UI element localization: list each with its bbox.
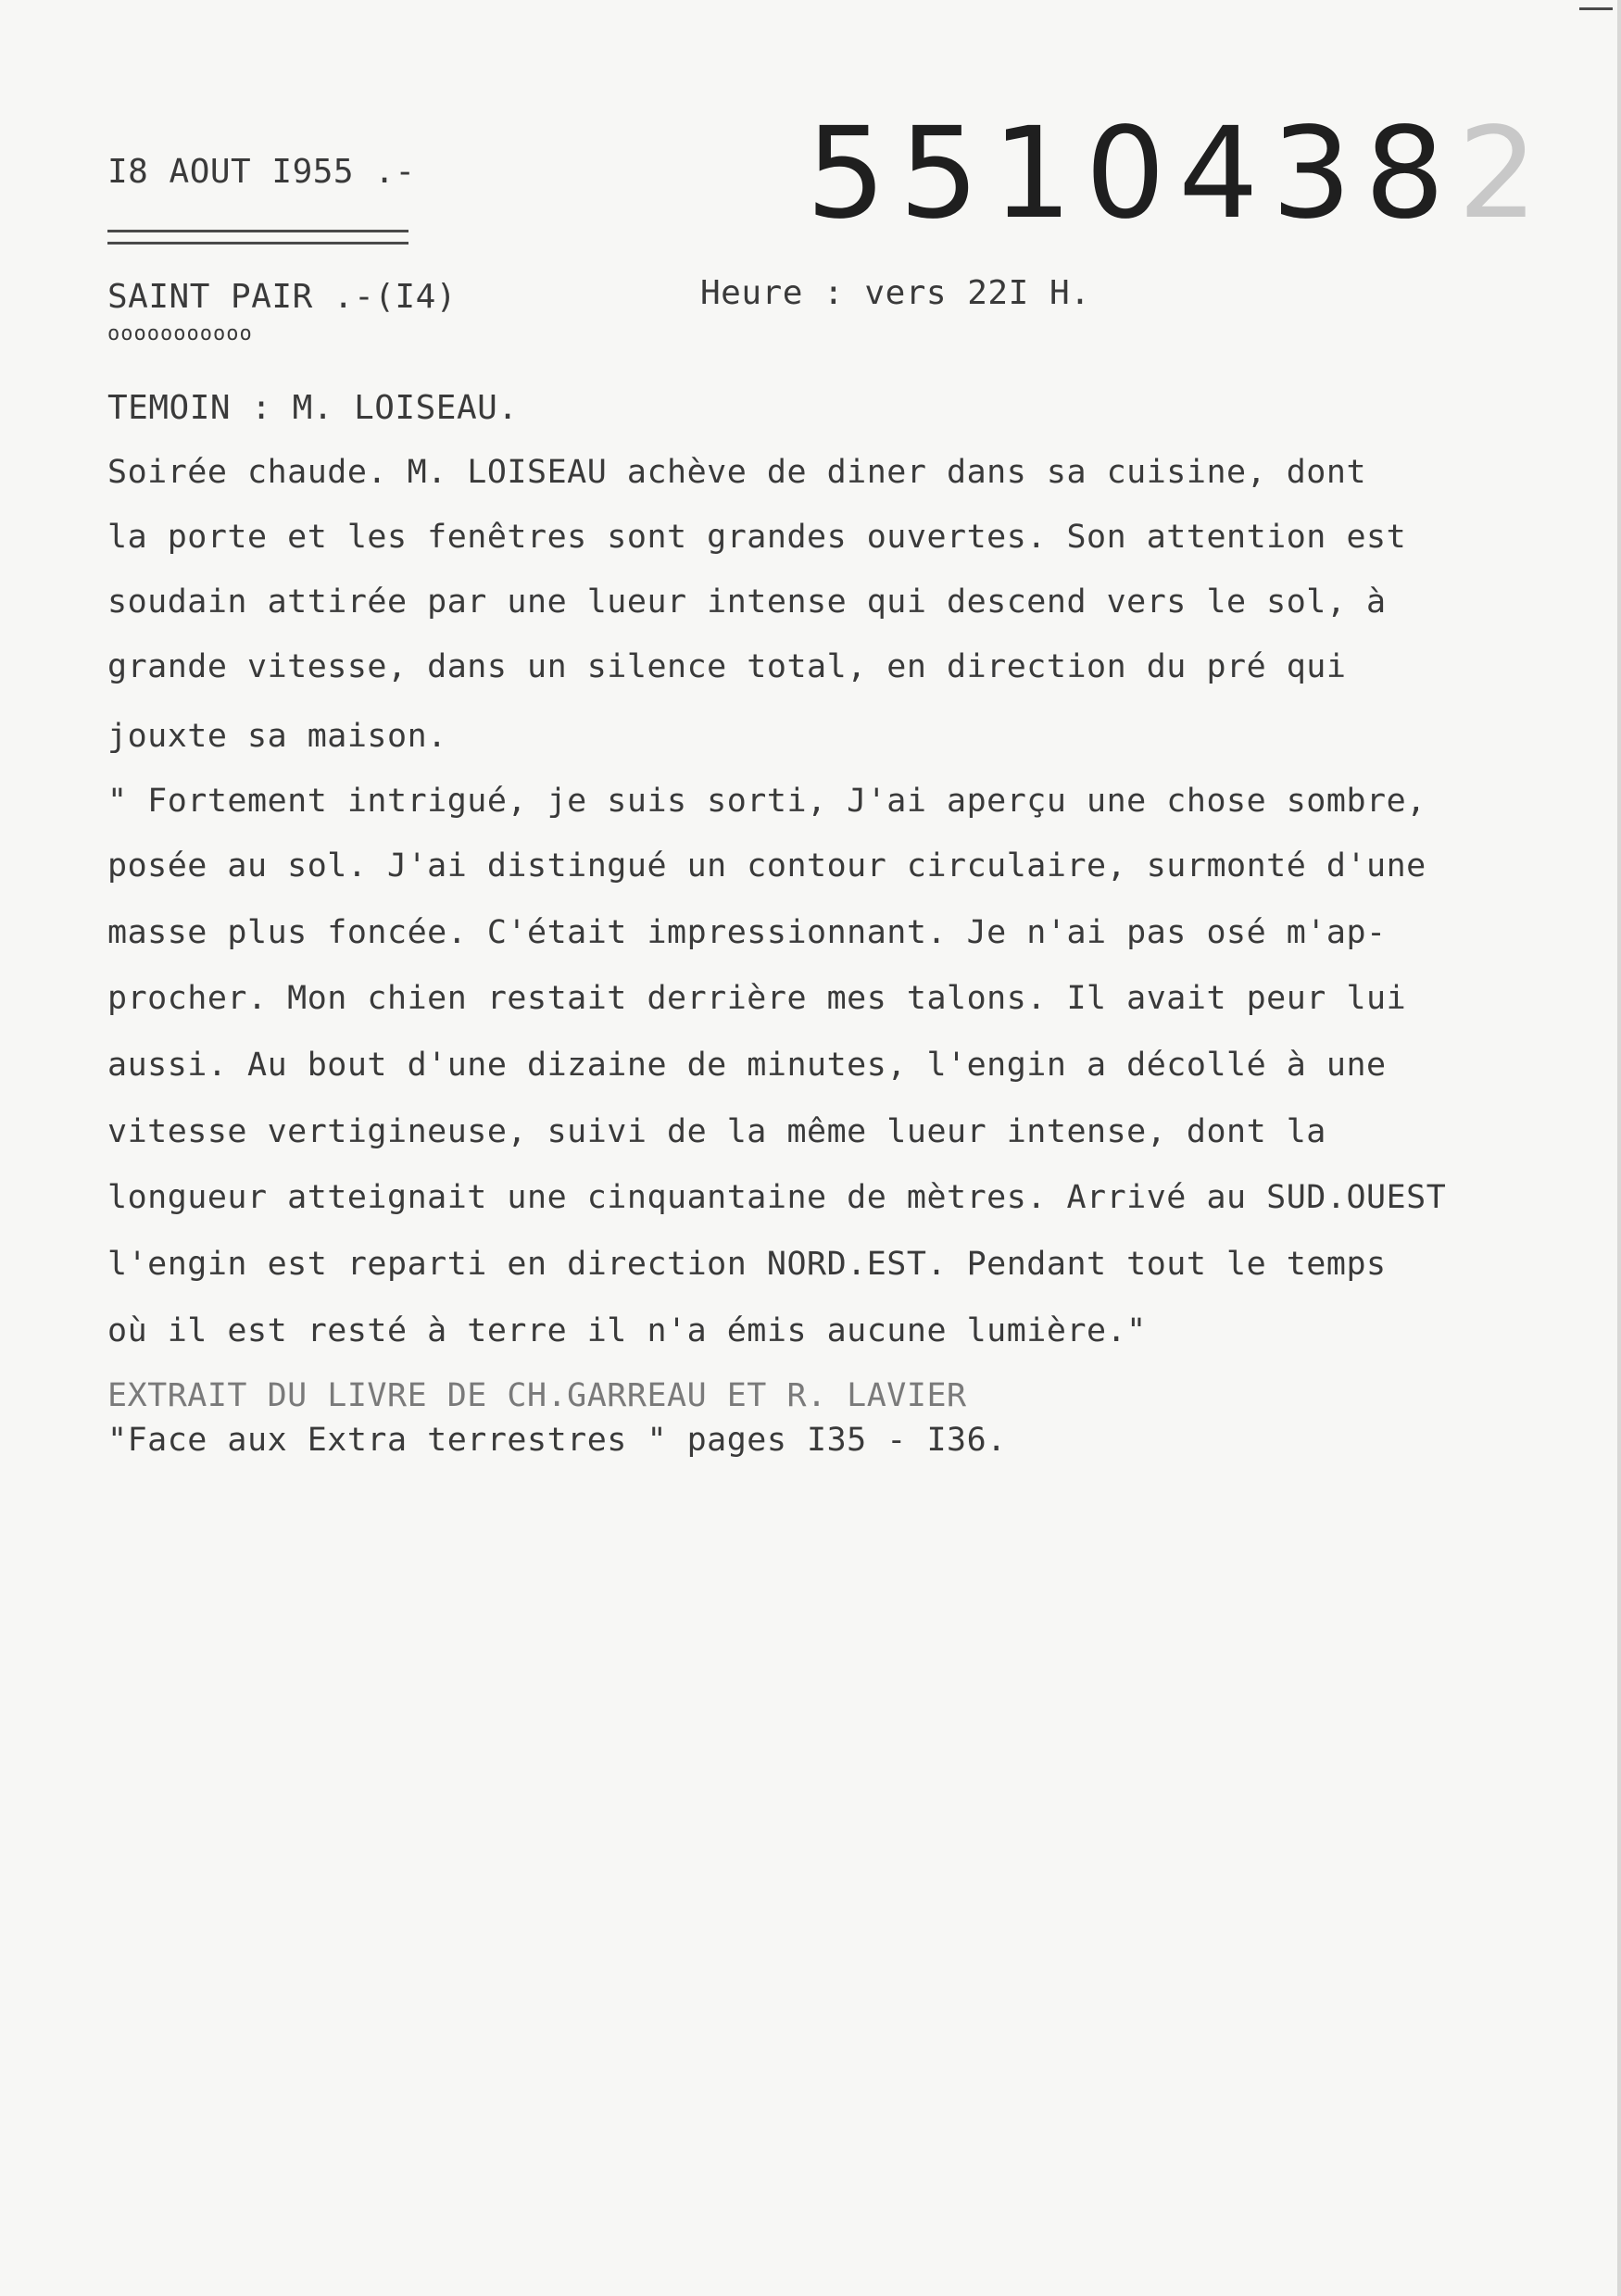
body-line: l'engin est reparti en direction NORD.EST. Pendant tout le temps bbox=[107, 1246, 1387, 1283]
source-citation: EXTRAIT DU LIVRE DE CH.GARREAU ET R. LAVIER bbox=[107, 1377, 967, 1414]
body-line: aussi. Au bout d'une dizaine de minutes, l'engin a décollé à une bbox=[107, 1047, 1387, 1084]
body-line: la porte et les fenêtres sont grandes ouvertes. Son attention est bbox=[107, 519, 1407, 556]
report-date: I8 AOUT I955 .- bbox=[107, 153, 416, 191]
book-reference: "Face aux Extra terrestres " pages I35 - I36. bbox=[107, 1422, 1007, 1459]
body-line: procher. Mon chien restait derrière mes talons. Il avait peur lui bbox=[107, 980, 1407, 1017]
location: SAINT PAIR .-(I4) bbox=[107, 278, 457, 316]
location-underline-dots: ooooooooooo bbox=[107, 322, 253, 345]
body-line: soudain attirée par une lueur intense qui descend vers le sol, à bbox=[107, 583, 1387, 621]
body-line: vitesse vertigineuse, suivi de la même lueur intense, dont la bbox=[107, 1113, 1326, 1150]
reference-number-stamp bbox=[806, 101, 1552, 247]
body-line: posée au sol. J'ai distingué un contour circulaire, surmonté d'une bbox=[107, 847, 1426, 885]
reference-number-main: 5510438 bbox=[806, 101, 1458, 247]
body-line: longueur atteignait une cinquantaine de mètres. Arrivé au SUD.OUEST bbox=[107, 1179, 1447, 1216]
body-line: Soirée chaude. M. LOISEAU achève de diner dans sa cuisine, dont bbox=[107, 454, 1367, 491]
body-line: où il est resté à terre il n'a émis aucune lumière." bbox=[107, 1312, 1147, 1349]
date-underline bbox=[107, 230, 408, 245]
reference-number-last-digit: 2 bbox=[1457, 101, 1552, 247]
witness: TEMOIN : M. LOISEAU. bbox=[107, 389, 519, 427]
body-line: grande vitesse, dans un silence total, en direction du pré qui bbox=[107, 648, 1347, 685]
page-edge bbox=[1617, 0, 1621, 2296]
time: Heure : vers 22I H. bbox=[700, 274, 1091, 312]
body-line: masse plus foncée. C'était impressionnant. Je n'ai pas osé m'ap- bbox=[107, 914, 1387, 951]
body-line: jouxte sa maison. bbox=[107, 718, 447, 755]
body-line: " Fortement intrigué, je suis sorti, J'ai aperçu une chose sombre, bbox=[107, 783, 1426, 820]
corner-mark bbox=[1579, 7, 1613, 10]
